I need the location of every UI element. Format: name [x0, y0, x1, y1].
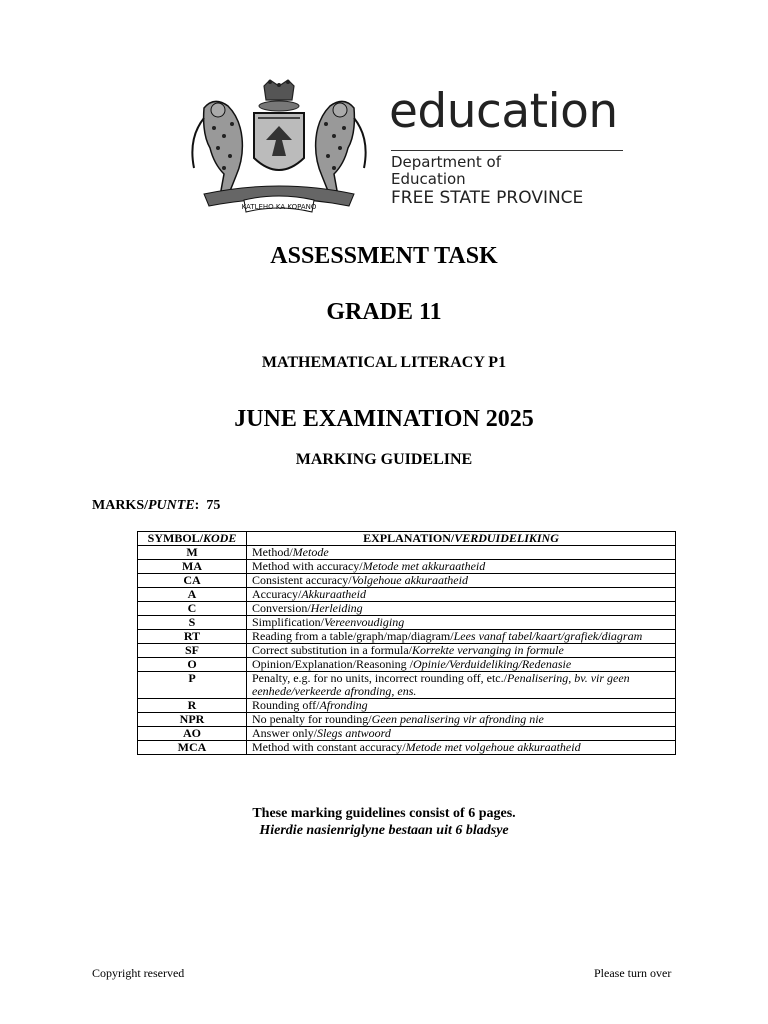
- explanation-cell: Conversion/Herleiding: [247, 602, 676, 616]
- table-row: [138, 602, 676, 616]
- explanation-cell: Method with constant accuracy/Metode met volgehoue akkuraatheid: [247, 741, 676, 755]
- marks-value: 75: [206, 498, 221, 513]
- footer-turn-over: Please turn over: [594, 966, 672, 980]
- dept-line-2: Education: [391, 170, 466, 188]
- table-row: [138, 560, 676, 574]
- logo-wordmark: education: [389, 84, 618, 139]
- marks-colon: :: [194, 498, 200, 513]
- symbol-cell: NPR: [138, 713, 247, 727]
- table-row: [138, 713, 676, 727]
- symbol-cell: RT: [138, 630, 247, 644]
- explanation-cell: Method/Metode: [247, 546, 676, 560]
- table-row: [138, 588, 676, 602]
- explanation-cell: No penalty for rounding/Geen penalisering vir afronding nie: [247, 713, 676, 727]
- explanation-cell: Penalty, e.g. for no units, incorrect rounding off, etc./Penalisering, bv. vir geen eenhede/verkeerde afronding, ens.: [247, 672, 676, 699]
- col-explanation-header: EXPLANATION/VERDUIDELIKING: [247, 532, 676, 546]
- symbol-table: [137, 531, 676, 755]
- crest-motto: KATLEHO KA KOPANO: [241, 203, 317, 211]
- marks-label: [92, 498, 220, 514]
- table-row: [138, 630, 676, 644]
- symbol-cell: SF: [138, 644, 247, 658]
- explanation-cell: Method with accuracy/Metode met akkuraatheid: [247, 560, 676, 574]
- table-header-row: [138, 532, 676, 546]
- table-row: [138, 644, 676, 658]
- table-row: [138, 546, 676, 560]
- subject-title: MATHEMATICAL LITERACY P1: [261, 354, 507, 371]
- symbol-cell: M: [138, 546, 247, 560]
- guideline-title: MARKING GUIDELINE: [295, 451, 473, 468]
- exam-title: JUNE EXAMINATION 2025: [234, 406, 534, 432]
- table-row: [138, 699, 676, 713]
- table-row: [138, 574, 676, 588]
- symbol-cell: C: [138, 602, 247, 616]
- explanation-cell: Simplification/Vereenvoudiging: [247, 616, 676, 630]
- explanation-cell: Accuracy/Akkuraatheid: [247, 588, 676, 602]
- pages-note-afrikaans: Hierdie nasienriglyne bestaan uit 6 bladsye: [259, 823, 509, 838]
- table-row: [138, 658, 676, 672]
- marks-label-af: PUNTE: [148, 498, 195, 513]
- table-row: [138, 616, 676, 630]
- department-name: [391, 154, 583, 208]
- grade-title: GRADE 11: [326, 299, 442, 325]
- footer-copyright: Copyright reserved: [92, 966, 185, 980]
- symbol-cell: P: [138, 672, 247, 699]
- symbol-cell: CA: [138, 574, 247, 588]
- explanation-cell: Opinion/Explanation/Reasoning /Opinie/Verduideliking/Redenasie: [247, 658, 676, 672]
- col-symbol-header: SYMBOL/KODE: [138, 532, 247, 546]
- table-row: [138, 672, 676, 699]
- table-row: [138, 741, 676, 755]
- symbol-cell: A: [138, 588, 247, 602]
- symbol-cell: MA: [138, 560, 247, 574]
- symbol-cell: R: [138, 699, 247, 713]
- symbol-cell: AO: [138, 727, 247, 741]
- marks-label-en: MARKS/: [92, 498, 148, 513]
- assessment-title: ASSESSMENT TASK: [270, 243, 498, 269]
- symbol-cell: O: [138, 658, 247, 672]
- symbol-cell: MCA: [138, 741, 247, 755]
- explanation-cell: Rounding off/Afronding: [247, 699, 676, 713]
- explanation-cell: Correct substitution in a formula/Korrekte vervanging in formule: [247, 644, 676, 658]
- explanation-cell: Consistent accuracy/Volgehoue akkuraatheid: [247, 574, 676, 588]
- symbol-cell: S: [138, 616, 247, 630]
- explanation-cell: Reading from a table/graph/map/diagram/Lees vanaf tabel/kaart/grafiek/diagram: [247, 630, 676, 644]
- explanation-cell: Answer only/Slegs antwoord: [247, 727, 676, 741]
- table-row: [138, 727, 676, 741]
- coat-of-arms-logo: [184, 78, 374, 216]
- dept-line-3: FREE STATE PROVINCE: [391, 188, 584, 208]
- dept-line-1: Department of: [391, 153, 501, 171]
- pages-note: These marking guidelines consist of 6 pages.: [252, 806, 516, 821]
- logo-divider: [391, 150, 623, 151]
